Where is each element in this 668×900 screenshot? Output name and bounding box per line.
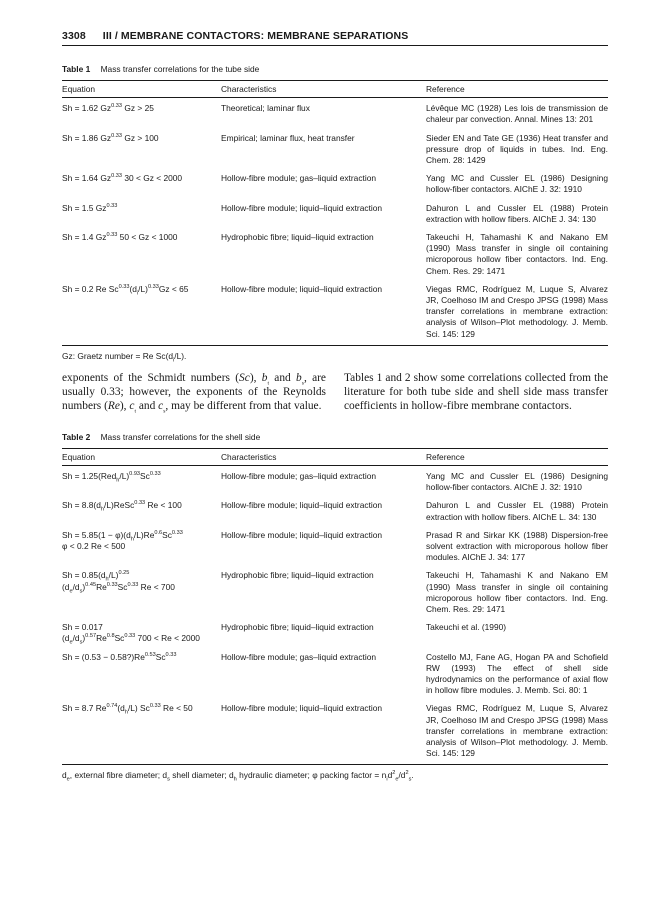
table-row bbox=[62, 701, 608, 764]
equation-cell: $Sh = 0.85(d_h/L)^{0.25}$ $(d_e/d_s)^{0.45}Re^{0.33}Sc^{0.33}$ Re < 700 bbox=[62, 570, 175, 595]
characteristics-cell: Hollow-fibre module; liquid–liquid extraction bbox=[221, 500, 383, 511]
characteristics-cell: Hollow-fibre module; liquid–liquid extraction bbox=[221, 703, 383, 714]
table2-col-characteristics: Characteristics bbox=[221, 448, 426, 465]
equation-cell: $Sh = 8.8(d_h/L)ReSc^{0.33}$ Re < 100 bbox=[62, 500, 182, 514]
page-number: 3308 bbox=[62, 30, 86, 42]
equation-cell: Sh = 0.017 $(d_e/d_s)^{0.57}Re^{0.8}Sc^{0.33}$ 700 < Re < 2000 bbox=[62, 622, 200, 647]
table-row bbox=[62, 568, 608, 620]
equation-cell: Sh = 8.7 $Re^{0.74}(d_h/L)$ $Sc^{0.33}$ Re < 50 bbox=[62, 703, 193, 717]
reference-cell: Sieder EN and Tate GE (1936) Heat transfer and pressure drop of liquids in tubes. Ind. Eng. Chem. 28: 1429 bbox=[426, 132, 608, 166]
characteristics-cell: Hollow-fibre module; liquid–liquid extraction bbox=[221, 202, 383, 213]
table1-col-equation: Equation bbox=[62, 81, 221, 98]
equation-cell: Sh = 0.2 Re $Sc^{0.33}(d_i/L)^{0.33}Gz < 65$ bbox=[62, 283, 189, 297]
reference-cell: Dahuron L and Cussler EL (1988) Protein extraction with hollow fibers. AIChE L. 34: 130 bbox=[426, 500, 608, 522]
reference-cell: Viegas RMC, Rodríguez M, Luque S, Alvarez JR, Coelhoso IM and Crespo JPSG (1998) Mass transfer correlations in membrane extraction: analysis of Wilson–Plot methodology. J. Memb. Sci. 145: 129 bbox=[426, 703, 608, 759]
table1 bbox=[62, 80, 608, 345]
characteristics-cell: Hydrophobic fibre; liquid–liquid extraction bbox=[221, 232, 374, 243]
table2-col-reference: Reference bbox=[426, 448, 608, 465]
equation-cell: $Sh = (0.53 - 0.58?)Re^{0.53}Sc^{0.33}$ bbox=[62, 651, 177, 662]
reference-cell: Dahuron L and Cussler EL (1988) Protein extraction with hollow fibers. AIChE J. 34: 130 bbox=[426, 202, 608, 224]
table-row bbox=[62, 498, 608, 527]
characteristics-cell: Hydrophobic fibre; liquid–liquid extraction bbox=[221, 570, 374, 581]
reference-cell: Yang MC and Cussler EL (1986) Designing hollow-fiber contactors. AIChE J. 32: 1910 bbox=[426, 470, 608, 493]
table-row bbox=[62, 171, 608, 200]
table2-label: Table 2 bbox=[62, 431, 91, 442]
table-row bbox=[62, 620, 608, 649]
reference-cell: Yang MC and Cussler EL (1986) Designing hollow-fiber contactors. AIChE J. 32: 1910 bbox=[426, 173, 608, 195]
table1-footnote: Gz: Graetz number = Re $Sc(d_i/L)$. bbox=[62, 345, 608, 361]
equation-cell: Sh = 1.64 $Gz^{0.33}$ 30 < Gz < 2000 bbox=[62, 173, 183, 184]
equation-cell: Sh = 1.86 $Gz^{0.33}$ Gz > 100 bbox=[62, 132, 159, 143]
equation-cell: Sh = 1.4 $Gz^{0.33}$ 50 < Gz < 1000 bbox=[62, 232, 178, 243]
table2-header-row bbox=[62, 448, 608, 465]
reference-cell: Takeuchi et al. (1990) bbox=[426, 622, 507, 633]
characteristics-cell: Empirical; laminar flux, heat transfer bbox=[221, 132, 355, 143]
running-title: III / MEMBRANE CONTACTORS: MEMBRANE SEPARATIONS bbox=[102, 30, 409, 42]
reference-cell: Costello MJ, Fane AG, Hogan PA and Schofield RW (1993) The effect of shell side hydrodynamics on the performance of axial flow in hollow fibre modules. J. Memb. Sci. 80: 1 bbox=[426, 651, 608, 696]
characteristics-cell: Hollow-fibre module; gas–liquid extraction bbox=[221, 173, 377, 184]
characteristics-cell: Hydrophobic fibre; liquid–liquid extraction bbox=[221, 622, 374, 633]
table1-col-reference: Reference bbox=[426, 81, 608, 98]
table2-footnote: $d_e$, external fibre diameter; $d_s$ shell diameter; $d_h$ hydraulic diameter; φ packing factor = $n_id^2_e/d^2_s$. bbox=[62, 764, 608, 780]
table-row bbox=[62, 201, 608, 230]
equation-cell: Sh = 1.62 $Gz^{0.33}$ Gz > 25 bbox=[62, 103, 154, 114]
reference-cell: Prasad R and Sirkar KK (1988) Dispersion-free solvent extraction with microporous hollow fiber modules. AIChE J. 34: 177 bbox=[426, 529, 608, 563]
table-row bbox=[62, 131, 608, 172]
reference-cell: Viegas RMC, Rodríguez M, Luque S, Alvarez JR, Coelhoso IM and Crespo JPSG (1998) Mass transfer correlations in membrane extraction: analysis of Wilson–Plot methodology. J. Memb. Sci. 145: 129 bbox=[426, 283, 608, 339]
characteristics-cell: Hollow-fibre module; liquid–liquid extraction bbox=[221, 283, 383, 294]
table-row bbox=[62, 282, 608, 345]
table-row bbox=[62, 528, 608, 569]
page bbox=[62, 30, 608, 784]
table-row bbox=[62, 650, 608, 702]
table1-caption bbox=[62, 64, 608, 74]
body-text-left: exponents of the Schmidt numbers (Sc), $b_t$ and $b_s$, are usually 0.33; however, the exponents of the Reynolds numbers (Re), $c_t$ and $c_s$, may be different from that value. bbox=[62, 371, 326, 415]
running-header bbox=[62, 30, 608, 46]
table1-col-characteristics: Characteristics bbox=[221, 81, 426, 98]
body-text-right: Tables 1 and 2 show some correlations collected from the literature for both tube side and shell side mass transfer coefficients in hollow-fibre membrane contactors. bbox=[344, 371, 608, 413]
table2-caption-text: Mass transfer correlations for the shell side bbox=[100, 431, 261, 442]
reference-cell: Takeuchi H, Tahamashi K and Nakano EM (1990) Mass transfer in single oil containing microporous hollow fiber contactors. Ind. Eng. Chem. Res. 29: 1471 bbox=[426, 570, 608, 614]
table2-col-equation: Equation bbox=[62, 448, 221, 465]
equation-cell: $Sh = 1.25(Red_h/L)^{0.93}Sc^{0.33}$ bbox=[62, 470, 161, 484]
characteristics-cell: Theoretical; laminar flux bbox=[221, 103, 310, 114]
table1-header-row bbox=[62, 81, 608, 98]
table2-caption bbox=[62, 432, 608, 442]
table1-label: Table 1 bbox=[62, 64, 91, 74]
table-row bbox=[62, 230, 608, 282]
table1-caption-text: Mass transfer correlations for the tube side bbox=[100, 64, 260, 74]
characteristics-cell: Hollow-fibre module; gas–liquid extraction bbox=[221, 651, 377, 662]
body-text bbox=[62, 371, 608, 414]
table-row bbox=[62, 98, 608, 131]
characteristics-cell: Hollow-fibre module; gas–liquid extraction bbox=[221, 470, 377, 481]
characteristics-cell: Hollow-fibre module; liquid–liquid extraction bbox=[221, 529, 383, 540]
equation-cell: $Sh = 5.85(1 - \varphi)(d_h/L)Re^{0.6}Sc^{0.33}$ φ < 0.2 Re < 500 bbox=[62, 529, 183, 551]
table-row bbox=[62, 465, 608, 498]
reference-cell: Takeuchi H, Tahamashi K and Nakano EM (1990) Mass transfer in single oil containing microporous hollow fiber contactors. Ind. Eng. Chem. Res. 29: 1471 bbox=[426, 232, 608, 276]
table2 bbox=[62, 448, 608, 765]
reference-cell: Lévêque MC (1928) Les lois de transmission de chaleur par convection. Annal. Mines 13: 201 bbox=[426, 103, 608, 125]
equation-cell: Sh = 1.5 $Gz^{0.33}$ bbox=[62, 202, 118, 213]
